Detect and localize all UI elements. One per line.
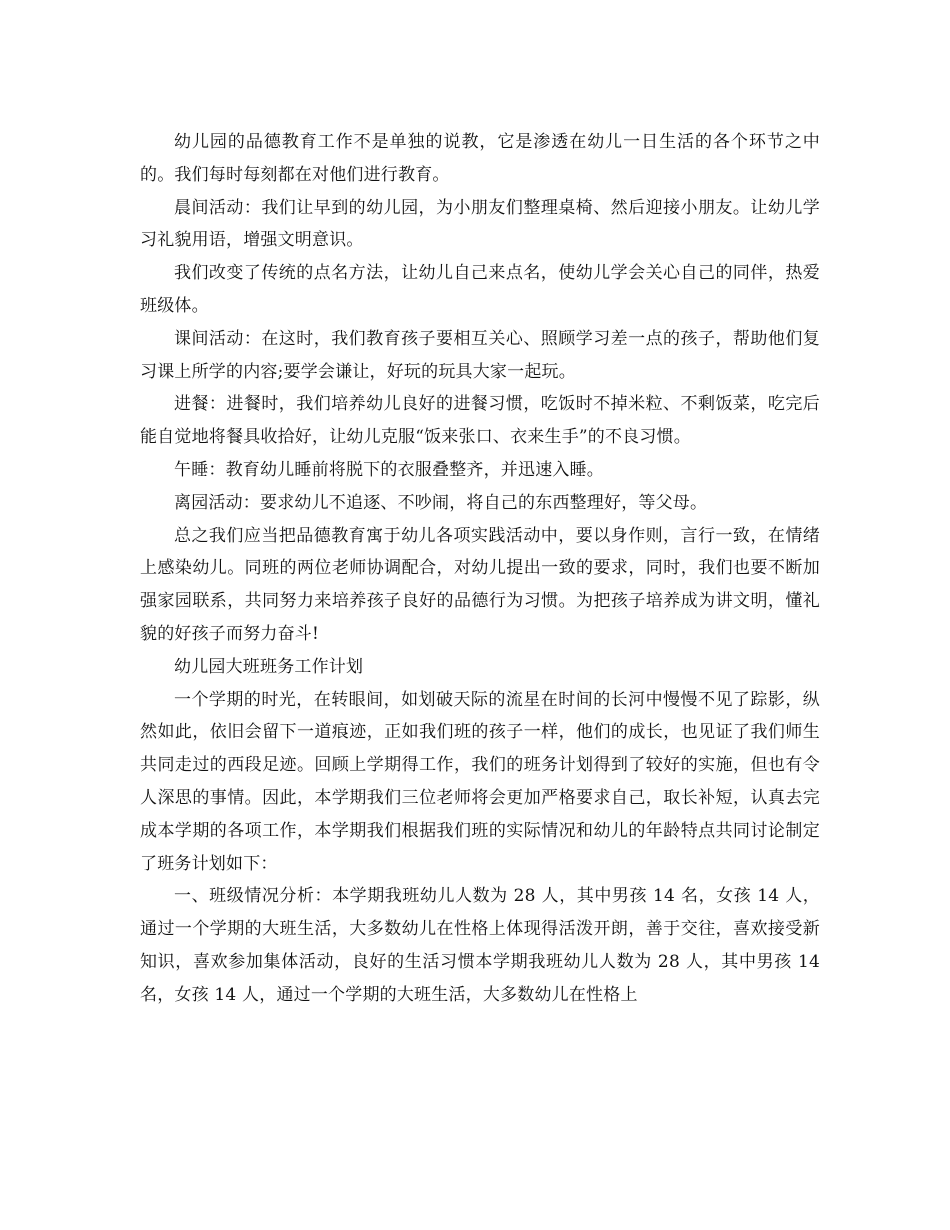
paragraph-class-analysis: 一、班级情况分析：本学期我班幼儿人数为 28 人，其中男孩 14 名，女孩 14 人，通过一个学期的大班生活，大多数幼儿在性格上体现得活泼开朗，善于交往，喜欢接受新知识，喜欢参加集体活动，良好的生活习惯本学期我班幼儿人数为 28 人，其中男孩 14 名，女孩 14 人，通过一个学期的大班生活，大多数幼儿在性格上	[140, 886, 820, 1005]
paragraph-departure: 离园活动：要求幼儿不追逐、不吵闹，将自己的东西整理好，等父母。	[174, 492, 708, 513]
paragraph-meals: 进餐：进餐时，我们培养幼儿良好的进餐习惯，吃饭时不掉米粒、不剩饭菜，吃完后能自觉地将餐具收拾好，让幼儿克服“饭来张口、衣来生手”的不良习惯。	[140, 394, 820, 448]
section-heading: 幼儿园大班班务工作计划	[174, 656, 364, 677]
paragraph-nap: 午睡：教育幼儿睡前将脱下的衣服叠整齐，并迅速入睡。	[174, 459, 604, 480]
paragraph-semester-review: 一个学期的时光，在转眼间，如划破天际的流星在时间的长河中慢慢不见了踪影，纵然如此，依旧会留下一道痕迹，正如我们班的孩子一样，他们的成长，也见证了我们师生共同走过的西段足迹。回顾上学期得工作，我们的班务计划得到了较好的实施，但也有令人深思的事情。因此，本学期我们三位老师将会更加严格要求自己，取长补短，认真去完成本学期的各项工作，本学期我们根据我们班的实际情况和幼儿的年龄特点共同讨论制定了班务计划如下：	[140, 689, 820, 874]
document-body	[140, 126, 820, 1012]
paragraph-moral-education-intro: 幼儿园的品德教育工作不是单独的说教，它是渗透在幼儿一日生活的各个环节之中的。我们每时每刻都在对他们进行教育。	[140, 132, 820, 185]
paragraph-summary: 总之我们应当把品德教育寓于幼儿各项实践活动中，要以身作则，言行一致，在情绪上感染幼儿。同班的两位老师协调配合，对幼儿提出一致的要求，同时，我们也要不断加强家园联系，共同努力来培养孩子良好的品德行为习惯。为把孩子培养成为讲文明，懂礼貌的好孩子而努力奋斗!	[140, 525, 820, 644]
paragraph-morning-activity: 晨间活动：我们让早到的幼儿园，为小朋友们整理桌椅、然后迎接小朋友。让幼儿学习礼貌用语，增强文明意识。	[140, 197, 820, 251]
paragraph-break-activity: 课间活动：在这时，我们教育孩子要相互关心、照顾学习差一点的孩子，帮助他们复习课上所学的内容;要学会谦让，好玩的玩具大家一起玩。	[140, 328, 820, 382]
paragraph-roll-call: 我们改变了传统的点名方法，让幼儿自己来点名，使幼儿学会关心自己的同伴，热爱班级体。	[140, 263, 820, 316]
